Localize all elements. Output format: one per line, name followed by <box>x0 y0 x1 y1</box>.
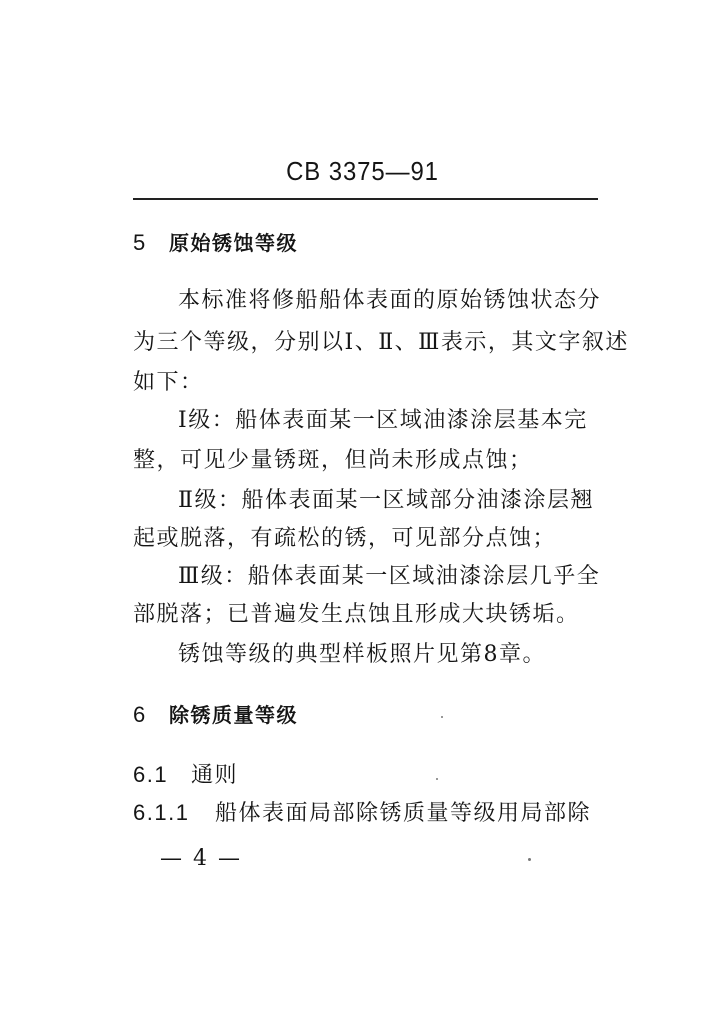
grade-1-line-1: Ⅰ级：船体表面某一区域油漆涂层基本完 <box>178 408 588 433</box>
scan-speck <box>441 716 443 718</box>
grade-2-line-2: 起或脱落，有疏松的锈，可见部分点蚀； <box>133 526 557 551</box>
section-5-number: 5 <box>133 230 147 255</box>
photo-reference-line: 锈蚀等级的典型样板照片见第8章。 <box>178 642 546 667</box>
section-6-number: 6 <box>133 702 147 727</box>
grade-2-line-1: Ⅱ级：船体表面某一区域部分油漆涂层翘 <box>178 488 594 513</box>
subsection-6-1-heading <box>133 760 603 791</box>
section-6-heading <box>133 700 603 730</box>
subsection-6-1-number: 6.1 <box>133 762 169 787</box>
paragraph-intro-line-2: 为三个等级，分别以Ⅰ、Ⅱ、Ⅲ表示，其文字叙述 <box>133 330 629 355</box>
scan-speck <box>436 778 438 780</box>
paragraph-intro-line-1: 本标准将修船船体表面的原始锈蚀状态分 <box>178 288 602 313</box>
grade-3-line-1: Ⅲ级：船体表面某一区域油漆涂层几乎全 <box>178 564 601 589</box>
clause-6-1-1 <box>133 798 603 829</box>
subsection-6-1-title: 通则 <box>191 763 239 788</box>
section-6-title: 除锈质量等级 <box>169 703 298 727</box>
grade-1-line-2: 整，可见少量锈斑，但尚未形成点蚀； <box>133 448 533 473</box>
grade-3-line-2: 部脱落；已普遍发生点蚀且形成大块锈垢。 <box>133 602 580 627</box>
paragraph-intro-line-3: 如下： <box>133 370 204 395</box>
section-5-title: 原始锈蚀等级 <box>169 231 298 255</box>
page-number: — 4 — <box>160 846 242 871</box>
header-rule <box>133 198 598 200</box>
clause-6-1-1-number: 6.1.1 <box>133 800 190 825</box>
clause-6-1-1-text: 船体表面局部除锈质量等级用局部除 <box>215 801 592 826</box>
scan-speck <box>528 858 531 861</box>
section-5-heading <box>133 228 603 258</box>
document-code: CB 3375—91 <box>286 156 439 186</box>
